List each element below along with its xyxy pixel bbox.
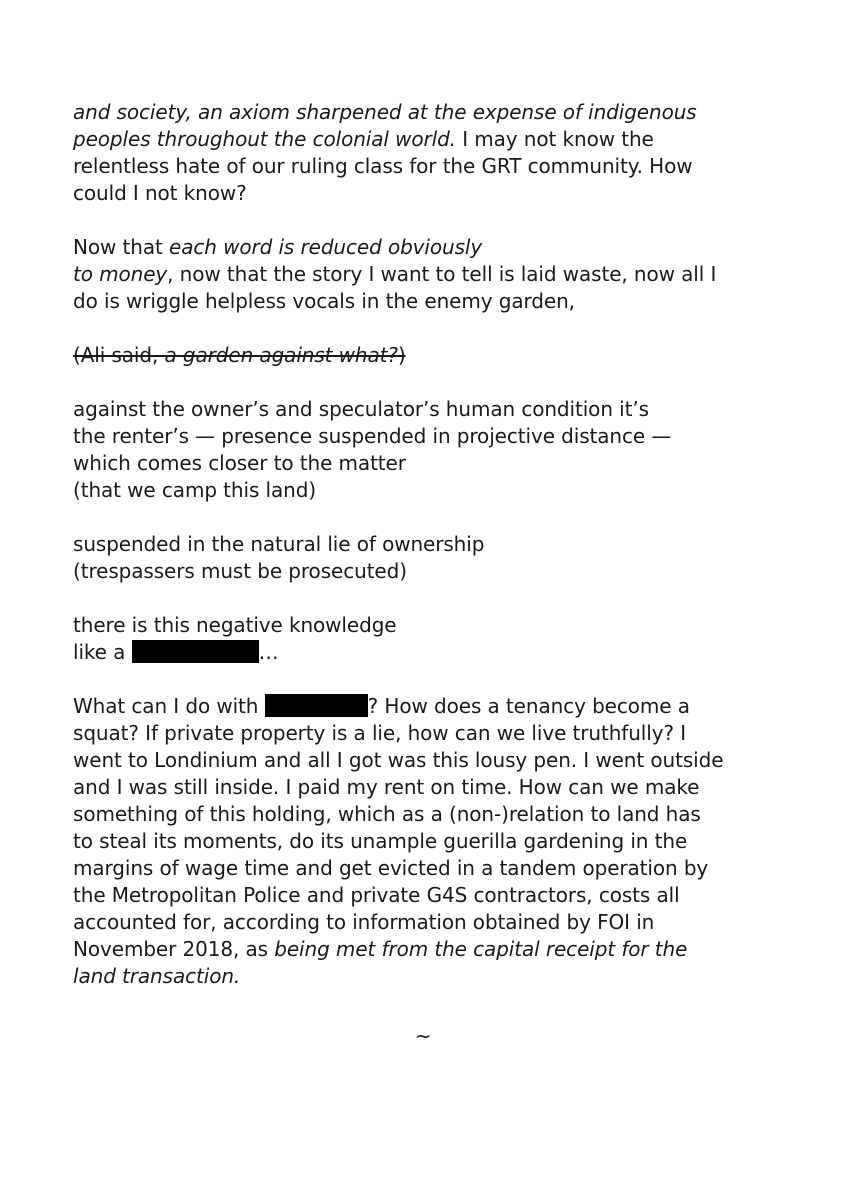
text: (Ali said, <box>73 343 165 367</box>
text-line: accounted for, according to information obtained by FOI in <box>73 910 655 934</box>
text-line: suspended in the natural lie of ownership <box>73 532 485 556</box>
paragraph-3-struck <box>73 342 793 369</box>
paragraph-7 <box>73 693 793 990</box>
text: , now that the story I want to tell is laid waste, now all I <box>167 262 717 286</box>
redaction-bar <box>265 694 368 717</box>
paragraph-1 <box>73 99 793 207</box>
italic-text: and society, an axiom sharpened at the expense of indigenous <box>73 100 697 124</box>
text: I may not know the <box>455 127 654 151</box>
text-line: to steal its moments, do its unample guerilla gardening in the <box>73 829 688 853</box>
italic-text: being met from the capital receipt for the <box>274 937 688 961</box>
document-body <box>73 99 793 1048</box>
strikethrough-line <box>73 342 793 369</box>
italic-text: land transaction. <box>73 964 241 988</box>
text-line: (that we camp this land) <box>73 478 317 502</box>
text: … <box>258 640 279 664</box>
text-line: margins of wage time and get evicted in a tandem operation by <box>73 856 709 880</box>
text-line: (trespassers must be prosecuted) <box>73 559 407 583</box>
paragraph-2 <box>73 234 793 315</box>
text-line: relentless hate of our ruling class for the GRT community. How <box>73 154 693 178</box>
text: November 2018, as <box>73 937 275 961</box>
redaction-bar <box>132 640 259 663</box>
text-line: the Metropolitan Police and private G4S contractors, costs all <box>73 883 680 907</box>
text-line: do is wriggle helpless vocals in the enemy garden, <box>73 289 575 313</box>
text-line: went to Londinium and all I got was this lousy pen. I went outside <box>73 748 724 772</box>
paragraph-4 <box>73 396 793 504</box>
italic-text: each word is reduced obviously <box>169 235 483 259</box>
italic-text: to money <box>73 262 168 286</box>
text-line: something of this holding, which as a (non-)relation to land has <box>73 802 701 826</box>
paragraph-6 <box>73 612 793 666</box>
text-line: and I was still inside. I paid my rent on time. How can we make <box>73 775 700 799</box>
italic-text: a garden against what? <box>164 343 398 367</box>
text-line: could I not know? <box>73 181 247 205</box>
text: What can I do with <box>73 694 265 718</box>
text: ) <box>397 343 406 367</box>
text-line: the renter’s — presence suspended in projective distance — <box>73 424 672 448</box>
text: like a <box>73 640 132 664</box>
text-line: there is this negative knowledge <box>73 613 397 637</box>
text: Now that <box>73 235 169 259</box>
italic-text: peoples throughout the colonial world. <box>73 127 456 151</box>
section-divider: ~ <box>414 1024 432 1048</box>
text: ? How does a tenancy become a <box>367 694 690 718</box>
text-line: against the owner’s and speculator’s human condition it’s <box>73 397 649 421</box>
text-line: which comes closer to the matter <box>73 451 406 475</box>
paragraph-5 <box>73 531 793 585</box>
text-line: squat? If private property is a lie, how can we live truthfully? I <box>73 721 687 745</box>
